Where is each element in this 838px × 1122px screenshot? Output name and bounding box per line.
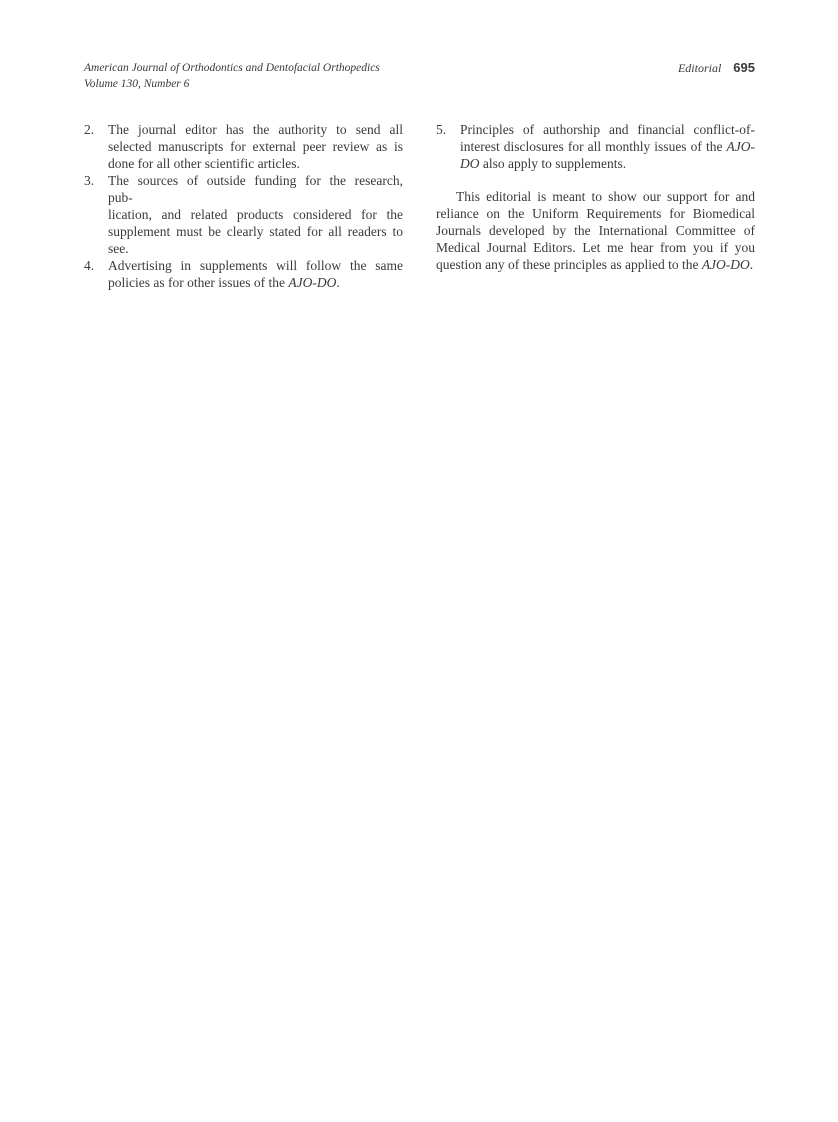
section-label: Editorial bbox=[677, 61, 722, 75]
list-item-number: 5. bbox=[436, 122, 447, 137]
left-column bbox=[84, 121, 403, 291]
list-item bbox=[84, 121, 403, 172]
closing-paragraph: This editorial is meant to show our support for and reliance on the Uniform Requirements for Biomedical Journals developed by the International Committee of Medical Journal Editors. Let me hear from you if you question any of these principles as applied to the AJO-DO. bbox=[436, 189, 755, 272]
list-item-number: 4. bbox=[84, 258, 95, 273]
text-block: Advertising in supplements will follow the same policies as for other issues of the AJO-DO. bbox=[108, 258, 403, 290]
journal-info bbox=[84, 60, 380, 92]
page-number: 695 bbox=[733, 60, 755, 75]
volume-issue-line: Volume 130, Number 6 bbox=[84, 78, 190, 90]
text-block: pub- bbox=[108, 190, 133, 205]
list-item bbox=[84, 172, 403, 257]
text-block: The sources of outside funding for the research, bbox=[108, 173, 403, 188]
list-item-text bbox=[108, 172, 403, 257]
page-content bbox=[0, 0, 838, 291]
list-item-text bbox=[460, 121, 755, 172]
list-item-text bbox=[108, 257, 403, 291]
right-column bbox=[436, 121, 755, 291]
list-item bbox=[436, 121, 755, 172]
text-block: Principles of authorship and financial conflict-of-interest disclosures for all monthly issues of the AJO-DO also apply to supplements. bbox=[460, 122, 755, 171]
list-item-text bbox=[108, 121, 403, 172]
text-block: lication, and related products considered for the supplement must be clearly stated for all readers to see. bbox=[108, 207, 403, 256]
list-item bbox=[84, 257, 403, 291]
two-column-body bbox=[84, 121, 755, 291]
section-and-folio bbox=[678, 60, 755, 76]
list-item-number: 3. bbox=[84, 173, 95, 188]
text-block: The journal editor has the authority to send all selected manuscripts for external peer review as is done for all other scientific articles. bbox=[108, 122, 403, 171]
list-item-number: 2. bbox=[84, 122, 95, 137]
running-head bbox=[84, 60, 755, 92]
journal-title: American Journal of Orthodontics and Dentofacial Orthopedics bbox=[84, 62, 380, 74]
